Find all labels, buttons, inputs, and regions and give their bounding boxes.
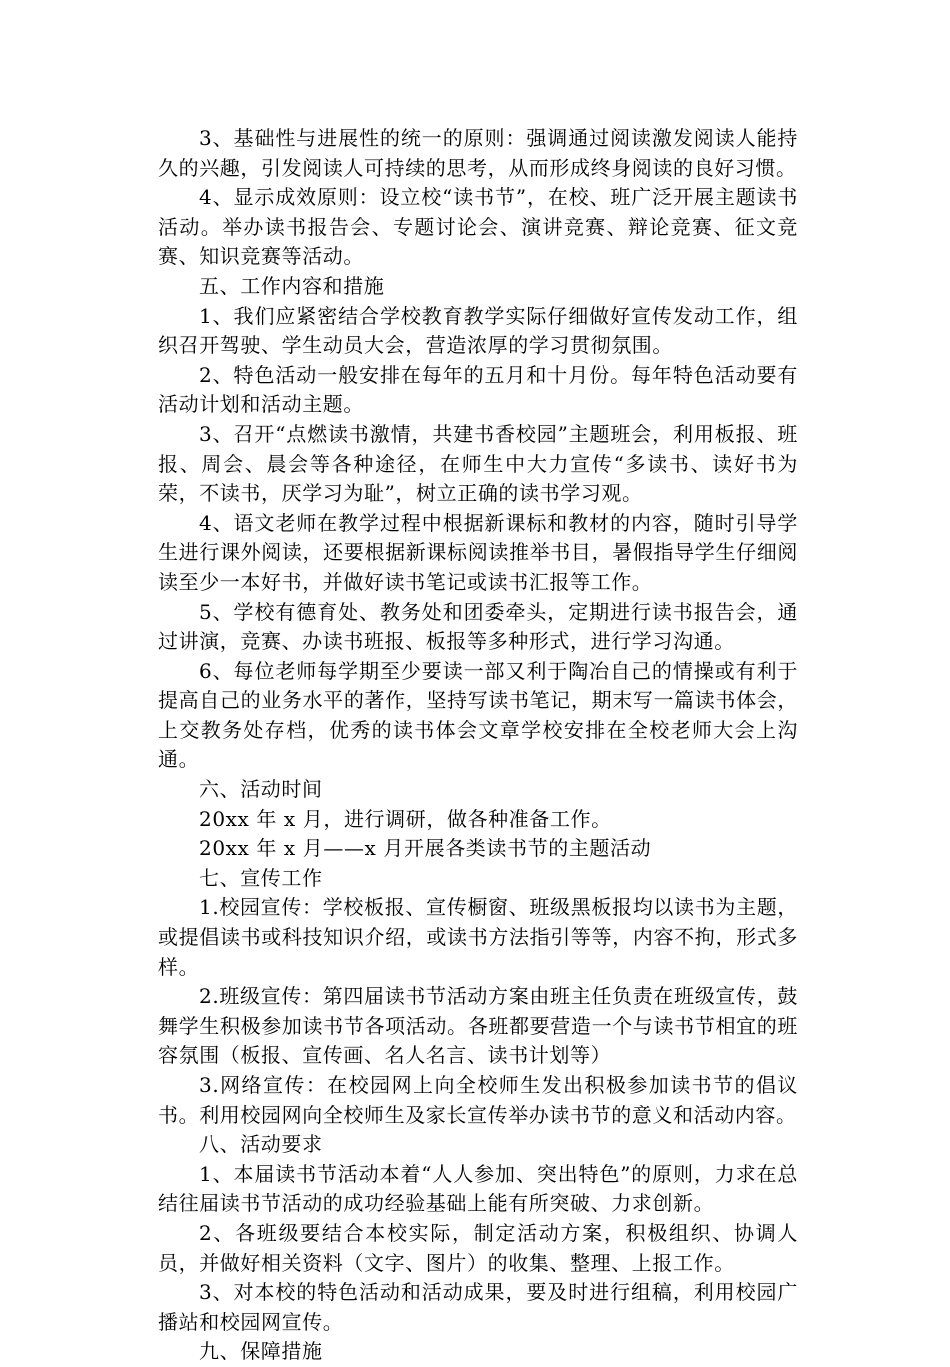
paragraph-time-2: 20xx 年 x 月——x 月开展各类读书节的主题活动 <box>199 836 652 861</box>
paragraph-publicity-2: 2.班级宣传：第四届读书节活动方案由班主任负责在班级宣传，鼓舞学生积极参加读书节各项活动。各班都要营造一个与读书节相宜的班容氛围（板报、宣传画、名人名言、读书计划等） <box>158 984 798 1068</box>
section-heading-6: 六、活动时间 <box>199 777 323 802</box>
paragraph-publicity-1: 1.校园宣传：学校板报、宣传橱窗、班级黑板报均以读书为主题，或提倡读书或科技知识介绍，或读书方法指引等等，内容不拘，形式多样。 <box>158 895 798 979</box>
paragraph-publicity-3: 3.网络宣传：在校园网上向全校师生发出积极参加读书节的倡议书。利用校园网向全校师生及家长宣传举办读书节的意义和活动内容。 <box>158 1073 798 1127</box>
section-heading-8: 八、活动要求 <box>199 1132 323 1157</box>
paragraph-measure-6: 6、每位老师每学期至少要读一部又利于陶冶自己的情操或有利于提高自己的业务水平的著作，坚持写读书笔记，期末写一篇读书体会，上交教务处存档，优秀的读书体会文章学校安排在全校老师大会上沟通。 <box>158 658 798 772</box>
section-heading-9: 九、保障措施 <box>199 1339 323 1364</box>
paragraph-principle-3: 3、基础性与进展性的统一的原则：强调通过阅读激发阅读人能持久的兴趣，引发阅读人可持续的思考，从而形成终身阅读的良好习惯。 <box>158 126 798 180</box>
document-body <box>158 124 798 1367</box>
paragraph-measure-3: 3、召开“点燃读书激情，共建书香校园”主题班会，利用板报、班报、周会、晨会等各种途径，在师生中大力宣传“多读书、读好书为荣，不读书，厌学习为耻”，树立正确的读书学习观。 <box>158 421 798 506</box>
section-heading-5: 五、工作内容和措施 <box>199 273 385 298</box>
paragraph-requirement-3: 3、对本校的特色活动和活动成果，要及时进行组稿，利用校园广播站和校园网宣传。 <box>158 1280 798 1334</box>
paragraph-requirement-2: 2、各班级要结合本校实际，制定活动方案，积极组织、协调人员，并做好相关资料（文字、图片）的收集、整理、上报工作。 <box>158 1220 798 1275</box>
paragraph-measure-1: 1、我们应紧密结合学校教育教学实际仔细做好宣传发动工作，组织召开驾驶、学生动员大会，营造浓厚的学习贯彻氛围。 <box>158 303 798 358</box>
paragraph-time-1: 20xx 年 x 月，进行调研，做各种准备工作。 <box>199 806 612 831</box>
paragraph-measure-2: 2、特色活动一般安排在每年的五月和十月份。每年特色活动要有活动计划和活动主题。 <box>158 362 798 417</box>
paragraph-measure-5: 5、学校有德育处、教务处和团委牵头，定期进行读书报告会，通过讲演，竞赛、办读书班报、板报等多种形式，进行学习沟通。 <box>158 599 798 654</box>
section-heading-7: 七、宣传工作 <box>199 865 323 890</box>
paragraph-principle-4: 4、显示成效原则：设立校“读书节”，在校、班广泛开展主题读书活动。举办读书报告会、专题讨论会、演讲竞赛、辩论竞赛、征文竞赛、知识竞赛等活动。 <box>158 185 798 269</box>
paragraph-measure-4: 4、语文老师在教学过程中根据新课标和教材的内容，随时引导学生进行课外阅读，还要根据新课标阅读推举书目，暑假指导学生仔细阅读至少一本好书，并做好读书笔记或读书汇报等工作。 <box>158 510 798 594</box>
paragraph-requirement-1: 1、本届读书节活动本着“人人参加、突出特色”的原则，力求在总结往届读书节活动的成功经验基础上能有所突破、力求创新。 <box>158 1161 798 1216</box>
